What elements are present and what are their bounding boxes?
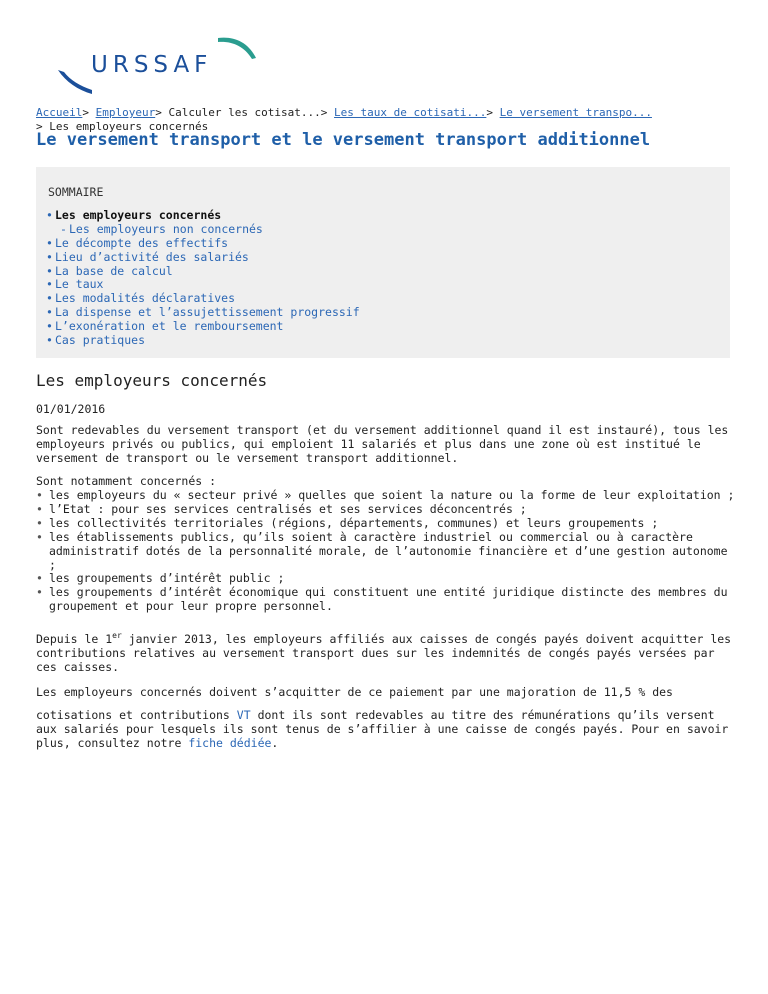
conges-paragraph: Depuis le 1er janvier 2013, les employeurs affiliés aux caisses de congés payés doivent acquitter les contributions relatives au versement transport dues sur les indemnités de congés payés versées par ces caisses. [36, 631, 732, 674]
fiche-dediee-link[interactable]: fiche dédiée [188, 735, 272, 750]
section-date: 01/01/2016 [36, 402, 106, 416]
toc-item-lieu[interactable]: • Lieu d’activité des salariés [46, 249, 249, 264]
page-title: Le versement transport et le versement transport additionnel [36, 130, 651, 150]
bullet-icon: • [46, 235, 53, 250]
toc-item-base[interactable]: • La base de calcul [46, 263, 173, 278]
bullet-icon: • [36, 529, 43, 544]
breadcrumb-calculer: Calculer les cotisat... [168, 106, 321, 119]
toc-item-modalites[interactable]: • Les modalités déclaratives [46, 291, 236, 306]
toc-item-employeurs-non-concernes[interactable]: - Les employeurs non concernés [60, 221, 263, 236]
bullet-icon: • [46, 333, 53, 348]
list-item: • les employeurs du « secteur privé » quelles que soient la nature ou la forme de leur exploitation ; [36, 488, 735, 502]
dash-icon: - [60, 221, 67, 236]
bullet-icon: • [46, 305, 53, 320]
toc-item-dispense[interactable]: • La dispense et l’assujettissement progressif [46, 305, 360, 320]
toc-item-decompte[interactable]: • Le décompte des effectifs [46, 235, 229, 250]
breadcrumb-current: Les employeurs concernés [49, 120, 209, 133]
majoration-paragraph: Les employeurs concernés doivent s’acquitter de ce paiement par une majoration de 11,5 % des [36, 685, 673, 699]
bullet-icon: • [36, 585, 43, 600]
cotisations-paragraph: cotisations et contributions VT dont ils sont redevables au titre des rémunérations qu’ils versent aux salariés pour lesquels ils sont tenus de s’affilier à une caisse de congés payés. Pour en savoir plus, consultez notre fiche dédiée. [36, 708, 729, 750]
bullet-icon: • [36, 571, 43, 586]
toc-item-exoneration[interactable]: • L’exonération et le remboursement [46, 319, 284, 334]
toc-item-taux[interactable]: • Le taux [46, 277, 104, 292]
bullet-icon: • [46, 319, 53, 334]
list-item: • l’Etat : pour ses services centralisés et ses services déconcentrés ; [36, 501, 527, 516]
vt-link[interactable]: VT [236, 708, 251, 722]
breadcrumb-accueil[interactable]: Accueil [36, 106, 83, 119]
employeurs-list [36, 489, 736, 614]
list-item: • les établissements publics, qu’ils soient à caractère industriel ou commercial ou à caractère administratif dotés de la personnalité morale, de l’autonomie financière et d’une gestion autonome ; [36, 529, 728, 572]
list-item: • les collectivités territoriales (régions, départements, communes) et leurs groupements ; [36, 515, 659, 530]
breadcrumb-versement[interactable]: Le versement transpo... [499, 106, 652, 119]
bullet-icon: • [36, 515, 43, 530]
bullet-icon: • [46, 263, 53, 278]
sommaire-box [36, 167, 730, 358]
toc-item-employeurs-concernes[interactable]: • Les employeurs concernés [46, 208, 222, 222]
section-title: Les employeurs concernés [36, 371, 268, 390]
list-item: • les groupements d’intérêt économique qui constituent une entité juridique distincte des membres du groupement et pour leur propre personnel. [36, 585, 728, 614]
toc-item-cas-pratiques[interactable]: • Cas pratiques [46, 333, 146, 348]
breadcrumb-employeur[interactable]: Employeur [95, 106, 156, 119]
sommaire-list [46, 209, 360, 348]
bullet-icon: • [46, 249, 53, 264]
logo-wordmark: URSSAF [91, 52, 213, 78]
bullet-icon: • [36, 488, 43, 502]
bullet-icon: • [46, 291, 53, 306]
list-intro: Sont notamment concernés : [36, 474, 217, 488]
breadcrumb-taux[interactable]: Les taux de cotisati... [334, 106, 487, 119]
sommaire-title: SOMMAIRE [48, 185, 104, 199]
breadcrumb: Accueil> Employeur> Calculer les cotisat...> Les taux de cotisati...> Le versement transpo... > Les employeurs concernés [36, 106, 652, 133]
bullet-icon: • [36, 501, 43, 516]
list-item: • les groupements d’intérêt public ; [36, 571, 285, 586]
bullet-icon: • [46, 208, 53, 222]
intro-paragraph: Sont redevables du versement transport (et du versement additionnel quand il est instauré), tous les employeurs privés ou publics, qui emploient 11 salariés et plus dans une zone où est institué le versement de transport ou le versement transport additionnel. [36, 423, 729, 465]
bullet-icon: • [46, 277, 53, 292]
